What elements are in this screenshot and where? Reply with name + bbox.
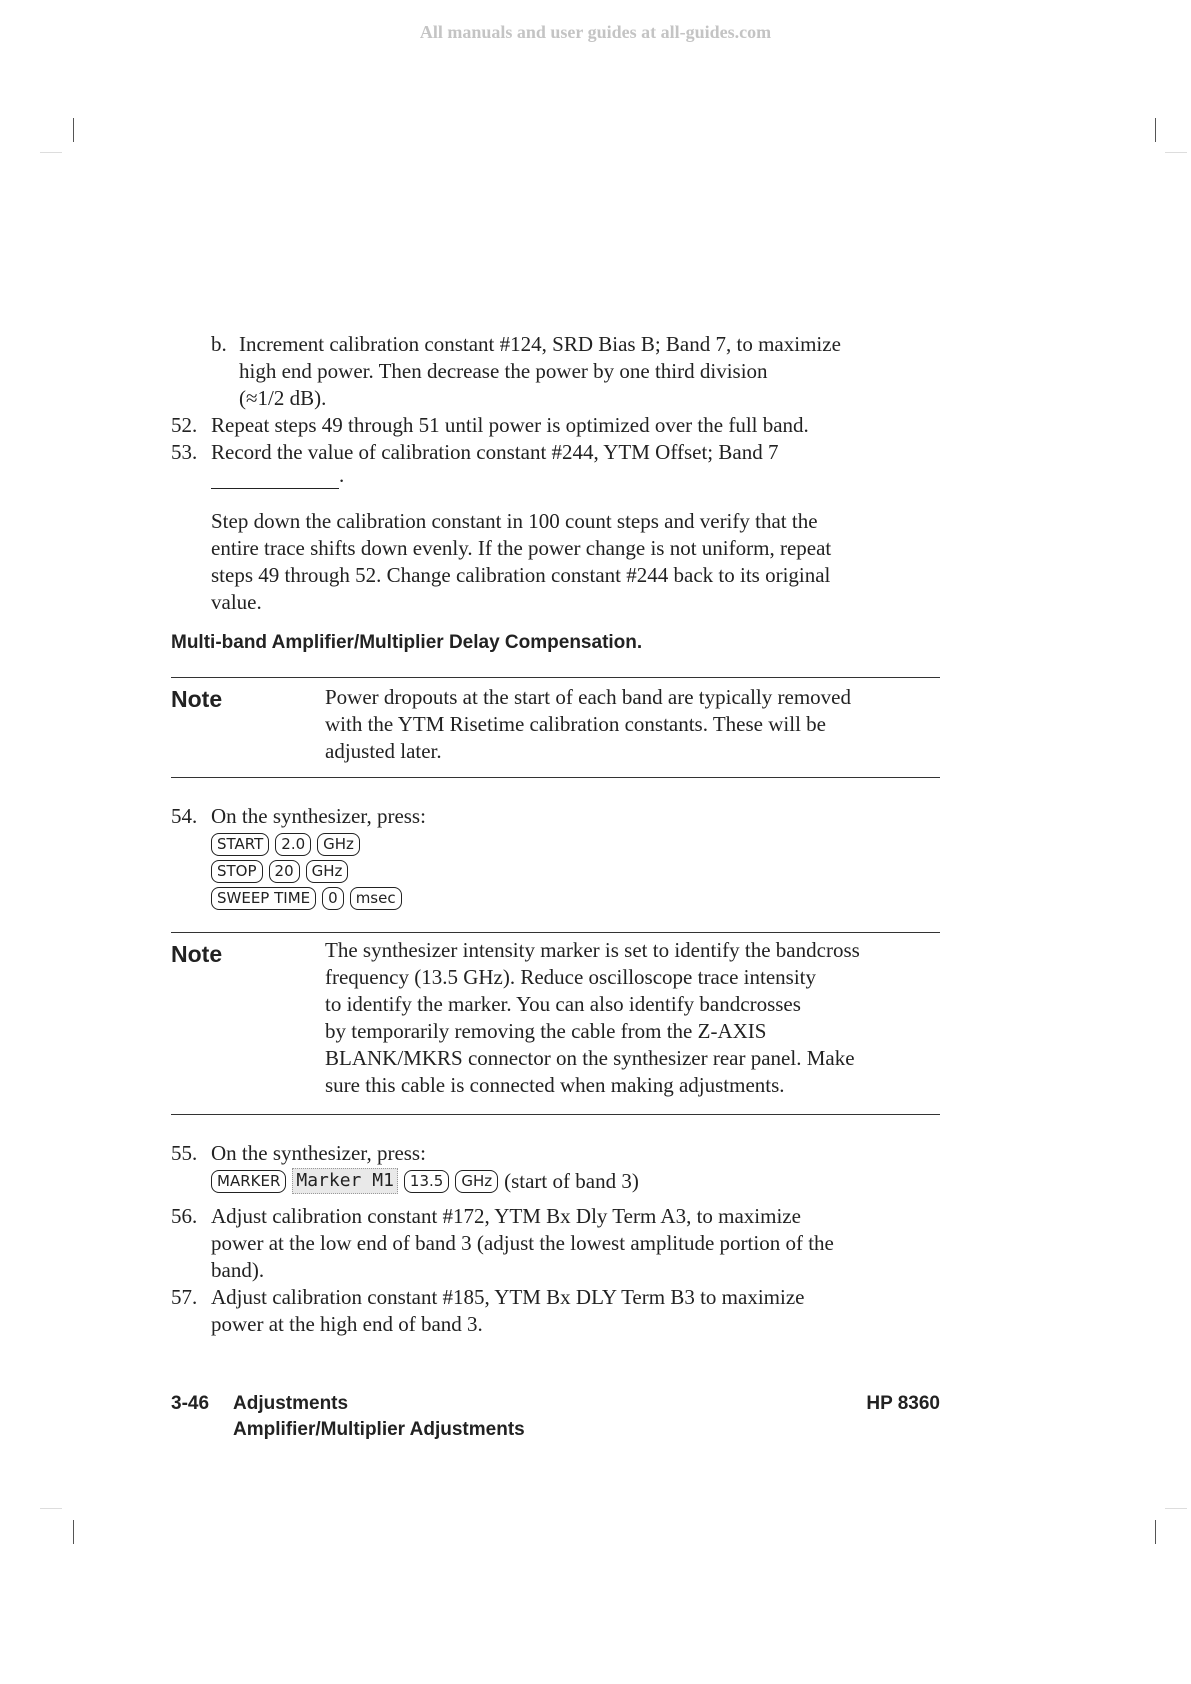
note-1-line-3: adjusted later. <box>325 739 442 763</box>
ghz-key[interactable]: GHz <box>306 860 349 883</box>
ghz-key[interactable]: GHz <box>317 833 360 856</box>
crop-mark-bottom-left-h <box>40 1508 62 1509</box>
step-53-paragraph <box>211 508 831 616</box>
blank-line <box>211 466 339 489</box>
note-2-line-5: BLANK/MKRS connector on the synthesizer rear panel. Make <box>325 1046 855 1070</box>
blank-period: . <box>339 463 345 487</box>
marker-m1-softkey[interactable]: Marker M1 <box>292 1168 398 1194</box>
note-1-label: Note <box>171 686 223 712</box>
step-56-line-3: band). <box>211 1258 265 1282</box>
note-1-line-1: Power dropouts at the start of each band are typically removed <box>325 685 851 709</box>
ghz-key[interactable]: GHz <box>455 1170 498 1193</box>
note-1-top-rule <box>171 677 940 678</box>
note-2-line-3: to identify the marker. You can also identify bandcrosses <box>325 992 801 1016</box>
marker-key[interactable]: MARKER <box>211 1170 286 1193</box>
step-57-line-1: Adjust calibration constant #185, YTM Bx DLY Term B3 to maximize <box>211 1285 805 1309</box>
step-56-text <box>211 1203 834 1284</box>
step-57-line-2: power at the high end of band 3. <box>211 1312 483 1336</box>
note-2-bottom-rule <box>171 1114 940 1115</box>
crop-mark-top-right-h <box>1165 152 1187 153</box>
step-52-text: Repeat steps 49 through 51 until power is optimized over the full band. <box>211 413 809 437</box>
note-2-top-rule <box>171 932 940 933</box>
note-1-bottom-rule <box>171 777 940 778</box>
step-b-line-2: high end power. Then decrease the power by one third division <box>239 359 768 383</box>
para-line-1: Step down the calibration constant in 100 count steps and verify that the <box>211 509 818 533</box>
record-value-blank <box>211 462 344 489</box>
stop-key[interactable]: STOP <box>211 860 263 883</box>
value-2-0-key[interactable]: 2.0 <box>275 833 311 856</box>
step-52-number: 52. <box>171 413 198 437</box>
note-2-line-1: The synthesizer intensity marker is set to identify the bandcross <box>325 938 860 962</box>
note-2-line-6: sure this cable is connected when making adjustments. <box>325 1073 785 1097</box>
step-b-text <box>239 331 841 412</box>
step-55-number: 55. <box>171 1141 198 1165</box>
note-1-line-2: with the YTM Risetime calibration constants. These will be <box>325 712 826 736</box>
footer-page-number: 3-46 <box>171 1393 210 1414</box>
step-57-text <box>211 1284 804 1338</box>
note-2-line-2: frequency (13.5 GHz). Reduce oscilloscope trace intensity <box>325 965 816 989</box>
footer-section: Amplifier/Multiplier Adjustments <box>233 1419 525 1440</box>
crop-mark-top-right <box>1155 118 1156 142</box>
sweep-time-key[interactable]: SWEEP TIME <box>211 887 316 910</box>
crop-mark-top-left-h <box>40 152 62 153</box>
footer-chapter: Adjustments <box>233 1393 349 1414</box>
step-54-text: On the synthesizer, press: <box>211 804 426 828</box>
crop-mark-bottom-right <box>1155 1520 1156 1544</box>
crop-mark-bottom-right-h <box>1165 1508 1187 1509</box>
footer-product: HP 8360 <box>866 1393 940 1414</box>
value-0-key[interactable]: 0 <box>322 887 344 910</box>
step-53-number: 53. <box>171 440 198 464</box>
step-57-number: 57. <box>171 1285 198 1309</box>
start-key[interactable]: START <box>211 833 269 856</box>
site-banner: All manuals and user guides at all-guides.com <box>419 22 772 42</box>
step-55-text: On the synthesizer, press: <box>211 1141 426 1165</box>
step-56-line-1: Adjust calibration constant #172, YTM Bx Dly Term A3, to maximize <box>211 1204 801 1228</box>
note-2-text <box>325 937 860 1099</box>
note-1-text <box>325 684 851 765</box>
step-55-suffix: (start of band 3) <box>504 1168 639 1193</box>
value-20-key[interactable]: 20 <box>269 860 300 883</box>
step-53-text: Record the value of calibration constant #244, YTM Offset; Band 7 <box>211 440 779 464</box>
keyrow-start <box>211 831 366 857</box>
value-13-5-key[interactable]: 13.5 <box>404 1170 449 1193</box>
para-line-3: steps 49 through 52. Change calibration constant #244 back to its original <box>211 563 831 587</box>
keyrow-sweep-time <box>211 885 408 911</box>
crop-mark-bottom-left <box>73 1520 74 1544</box>
step-56-line-2: power at the low end of band 3 (adjust the lowest amplitude portion of the <box>211 1231 834 1255</box>
keyrow-marker <box>211 1168 639 1194</box>
step-b-line-3: (≈1/2 dB). <box>239 386 327 410</box>
para-line-2: entire trace shifts down evenly. If the power change is not uniform, repeat <box>211 536 832 560</box>
step-b-line-1: Increment calibration constant #124, SRD Bias B; Band 7, to maximize <box>239 332 841 356</box>
note-2-label: Note <box>171 941 223 967</box>
crop-mark-top-left <box>73 118 74 142</box>
section-heading: Multi-band Amplifier/Multiplier Delay Compensation. <box>171 632 643 653</box>
step-56-number: 56. <box>171 1204 198 1228</box>
keyrow-stop <box>211 858 354 884</box>
note-2-line-4: by temporarily removing the cable from the Z-AXIS <box>325 1019 767 1043</box>
para-line-4: value. <box>211 590 262 614</box>
msec-key[interactable]: msec <box>350 887 402 910</box>
step-b-marker: b. <box>211 332 227 356</box>
step-54-number: 54. <box>171 804 198 828</box>
